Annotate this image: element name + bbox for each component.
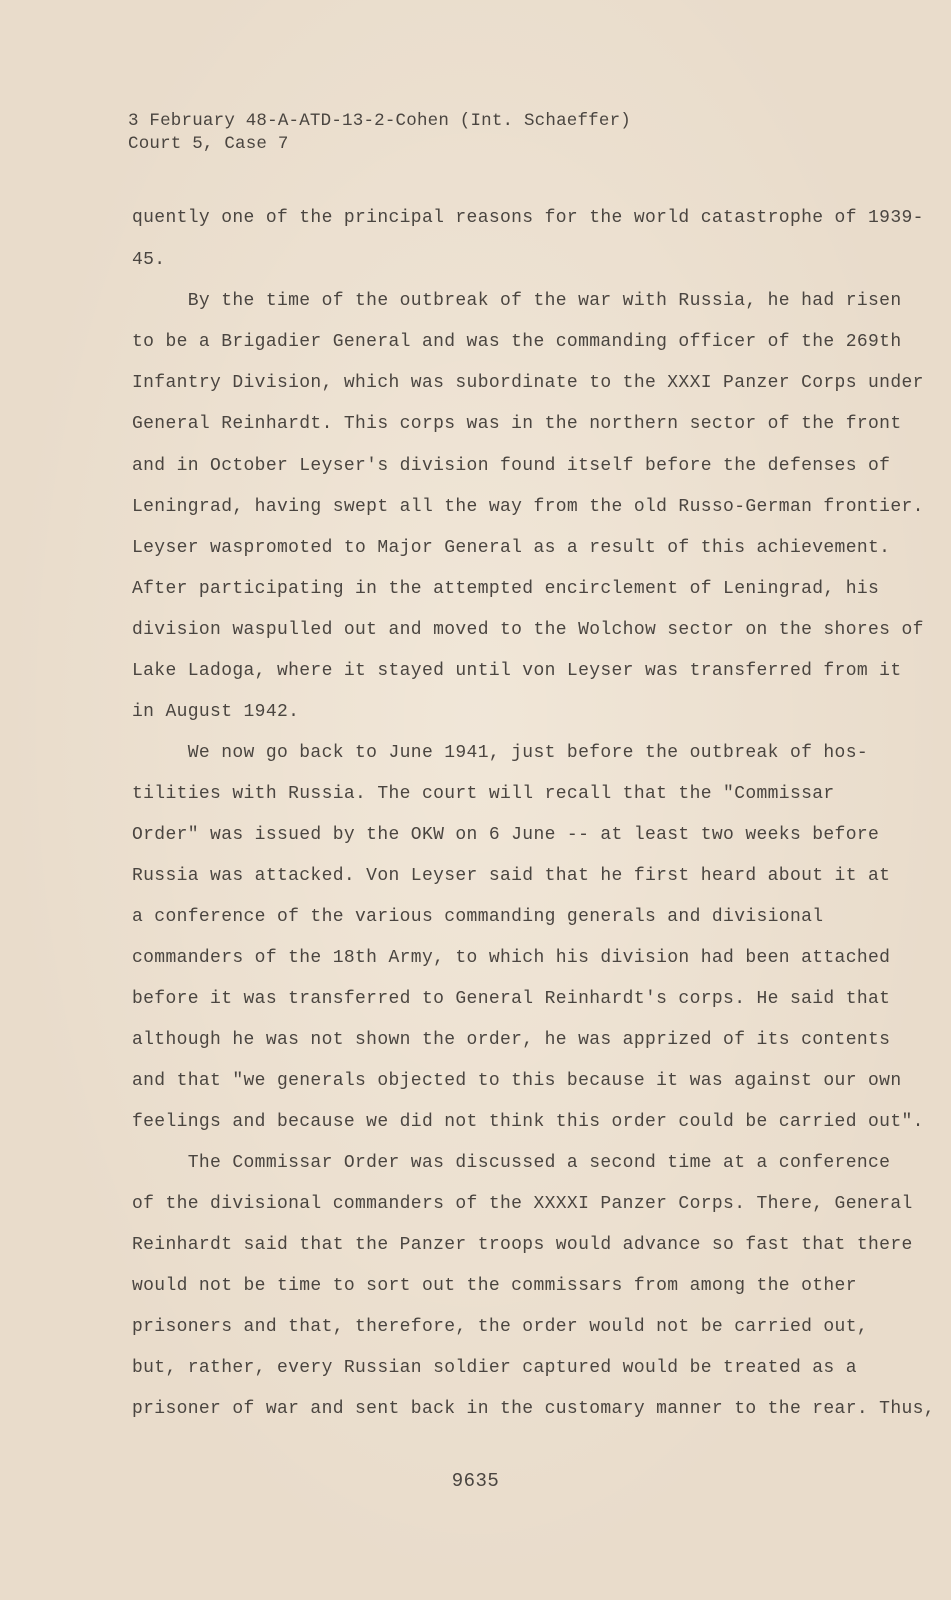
body-line: feelings and because we did not think this order could be carried out". xyxy=(132,1112,924,1132)
body-line: The Commissar Order was discussed a second time at a conference xyxy=(132,1153,891,1173)
body-line: division waspulled out and moved to the Wolchow sector on the shores of xyxy=(132,620,924,640)
body-line: 45. xyxy=(132,250,166,270)
body-line: tilities with Russia. The court will recall that the "Commissar xyxy=(132,784,835,804)
body-line: Leyser waspromoted to Major General as a result of this achievement. xyxy=(132,538,891,558)
body-line: Reinhardt said that the Panzer troops would advance so fast that there xyxy=(132,1235,913,1255)
body-line: in August 1942. xyxy=(132,702,300,722)
body-line: but, rather, every Russian soldier captured would be treated as a xyxy=(132,1358,857,1378)
body-line: General Reinhardt. This corps was in the northern sector of the front xyxy=(132,414,902,434)
body-line: By the time of the outbreak of the war with Russia, he had risen xyxy=(132,291,902,311)
body-line: quently one of the principal reasons for the world catastrophe of 1939- xyxy=(132,208,924,228)
body-line: of the divisional commanders of the XXXXI Panzer Corps. There, General xyxy=(132,1194,913,1214)
body-line: Order" was issued by the OKW on 6 June -- at least two weeks before xyxy=(132,825,880,845)
body-line: After participating in the attempted encirclement of Leningrad, his xyxy=(132,579,880,599)
body-line: a conference of the various commanding generals and divisional xyxy=(132,907,824,927)
body-line: and that "we generals objected to this because it was against our own xyxy=(132,1071,902,1091)
body-line: to be a Brigadier General and was the commanding officer of the 269th xyxy=(132,332,902,352)
body-line: Russia was attacked. Von Leyser said that he first heard about it at xyxy=(132,866,891,886)
body-line: prisoners and that, therefore, the order would not be carried out, xyxy=(132,1317,869,1337)
body-line: although he was not shown the order, he was apprized of its contents xyxy=(132,1030,891,1050)
body-line: Leningrad, having swept all the way from the old Russo-German frontier. xyxy=(132,497,924,517)
document-header xyxy=(128,110,828,156)
body-line: Lake Ladoga, where it stayed until von Leyser was transferred from it xyxy=(132,661,902,681)
header-date-reference: 3 February 48-A-ATD-13-2-Cohen (Int. Schaeffer) xyxy=(128,111,631,131)
page-number: 9635 xyxy=(451,1470,500,1492)
body-line: and in October Leyser's division found itself before the defenses of xyxy=(132,456,891,476)
body-line: prisoner of war and sent back in the customary manner to the rear. Thus, xyxy=(132,1399,935,1419)
body-line: commanders of the 18th Army, to which his division had been attached xyxy=(132,948,891,968)
body-line: We now go back to June 1941, just before the outbreak of hos- xyxy=(132,743,869,763)
body-line: Infantry Division, which was subordinate to the XXXI Panzer Corps under xyxy=(132,373,924,393)
body-line: would not be time to sort out the commissars from among the other xyxy=(132,1276,857,1296)
body-line: before it was transferred to General Reinhardt's corps. He said that xyxy=(132,989,891,1009)
header-court-case: Court 5, Case 7 xyxy=(128,134,289,154)
